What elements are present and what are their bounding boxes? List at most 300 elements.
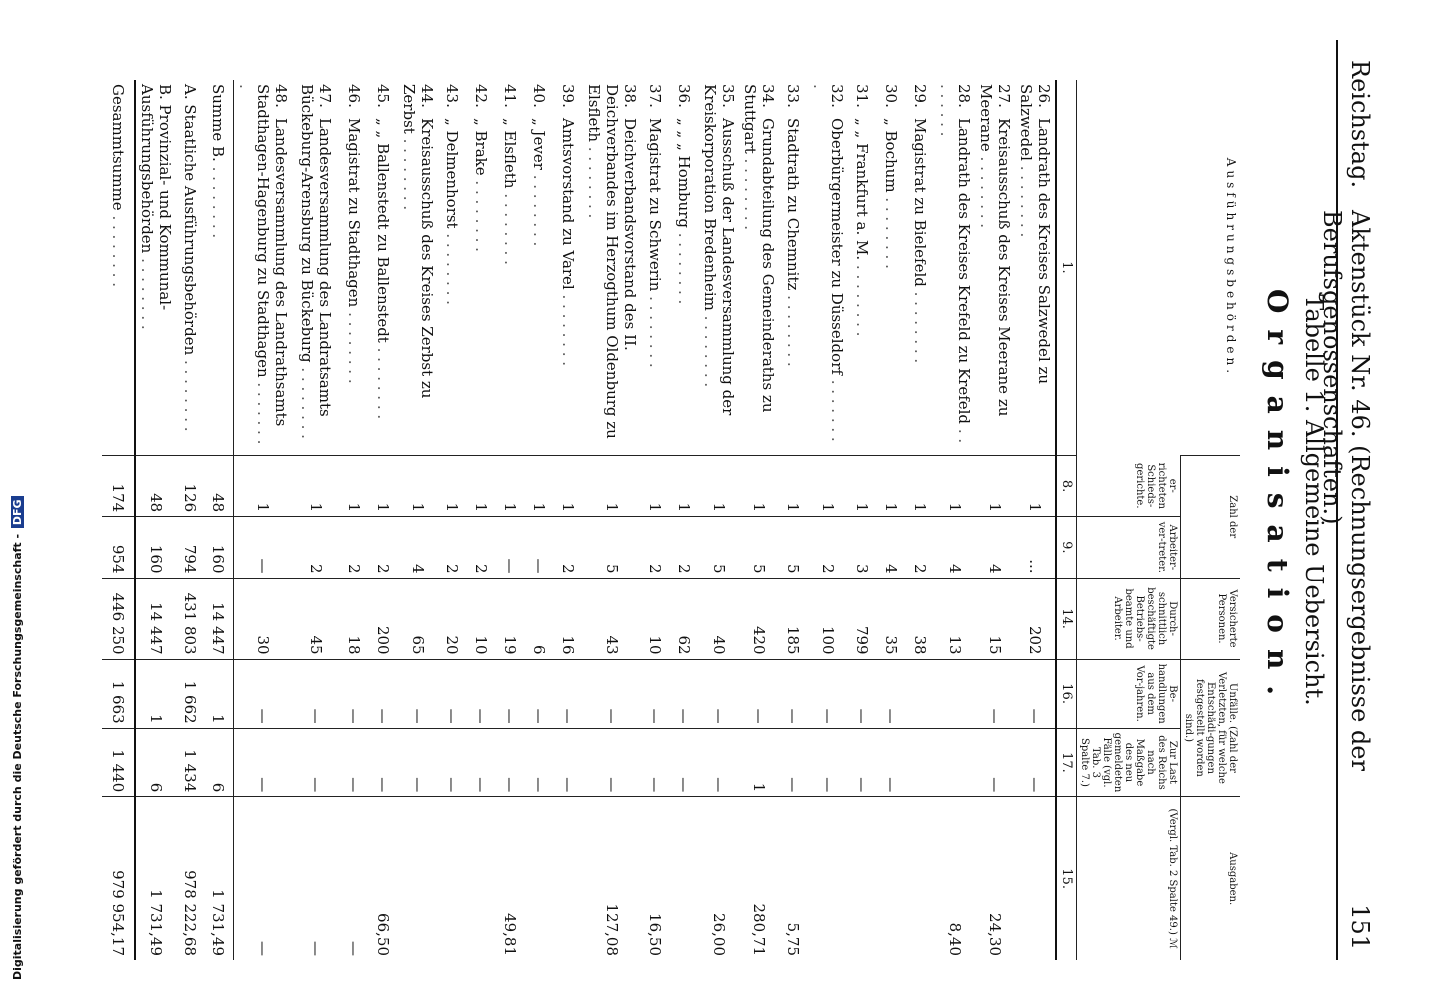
table-row <box>438 80 467 960</box>
authority-label: „ Delmenhorst <box>443 118 462 229</box>
cell-c15 <box>670 797 699 960</box>
row-number: 31. <box>853 84 872 108</box>
row-number: 39. <box>559 84 578 108</box>
authority-label: Deichverbandsvorstand des II. Deichverbandes im Herzogthum Oldenburg zu Elsfleth <box>585 84 639 439</box>
cell-c9: 2 <box>438 517 467 578</box>
table-row <box>779 80 808 960</box>
cell-c9: 5 <box>779 517 808 578</box>
authority-name <box>234 80 293 455</box>
authority-label: Amtsvorstand zu Varel <box>559 118 578 290</box>
table-body <box>102 80 1056 960</box>
authority-label: Magistrat zu Bielefeld <box>911 118 930 287</box>
authority-label: Magistrat zu Schwerin <box>646 118 665 292</box>
cell-c8: 1 <box>670 455 699 516</box>
column-number: 16. <box>1056 659 1077 728</box>
authority-label: Magistrat zu Stadthagen <box>345 118 364 308</box>
authority-name <box>583 80 641 455</box>
cell-c15: 978 222,68 <box>176 797 204 960</box>
authority-label: „ „ „ Homburg <box>675 118 694 228</box>
row-number: 27. <box>995 84 1013 108</box>
row-number: 38. <box>621 84 639 108</box>
cell-c16: — <box>1015 659 1056 728</box>
cell-c17: 6 <box>204 728 234 797</box>
cell-c17: — <box>975 728 1015 797</box>
authority-name <box>398 80 438 455</box>
cell-c14: 446 250 <box>102 578 135 659</box>
cell-c15: — <box>234 797 293 960</box>
page-header <box>1318 60 1382 950</box>
cell-c14: 35 <box>877 578 906 659</box>
cell-c16 <box>935 659 975 728</box>
authority-name <box>525 80 554 455</box>
cell-c14: 13 <box>935 578 975 659</box>
row-number: 29. <box>911 84 930 108</box>
column-header-authorities: Ausführungsbehörden. <box>1077 80 1241 455</box>
cell-c8: 1 <box>340 455 369 516</box>
table-title: Tabelle 1. Allgemeine Uebersicht. <box>1300 294 1328 706</box>
cell-c16: — <box>641 659 670 728</box>
row-number: 32. <box>828 84 846 108</box>
cell-c8: 48 <box>204 455 234 516</box>
cell-c9: 2 <box>369 517 398 578</box>
cell-c17: — <box>438 728 467 797</box>
cell-c9: 2 <box>808 517 848 578</box>
cell-c9: 4 <box>935 517 975 578</box>
cell-c14: 45 <box>292 578 340 659</box>
cell-c17: — <box>467 728 496 797</box>
column-header-arbitration-courts: er-richteten Schieds-gerichte. <box>1077 455 1181 516</box>
authority-label: Landesversammlung des Landrathsamts Stadthagen-Hagenburg zu Stadthagen <box>254 84 290 427</box>
cell-c17: — <box>877 728 906 797</box>
authority-name <box>975 80 1015 455</box>
authority-name <box>641 80 670 455</box>
column-number: 9. <box>1056 517 1077 578</box>
cell-c15: 979 954,17 <box>102 797 135 960</box>
cell-c17: — <box>699 728 739 797</box>
cell-c14: 62 <box>670 578 699 659</box>
authority-name <box>554 80 583 455</box>
column-header-expenses <box>1077 797 1181 960</box>
cell-c15 <box>398 797 438 960</box>
cell-c15 <box>1015 797 1056 960</box>
cell-c17: — <box>641 728 670 797</box>
cell-c16: — <box>877 659 906 728</box>
column-number: 17. <box>1056 728 1077 797</box>
column-group-count: Zahl der <box>1181 455 1241 578</box>
authority-label: „ Jever <box>530 118 549 170</box>
cell-c9: 160 <box>204 517 234 578</box>
cell-c17: — <box>292 728 340 797</box>
cell-c8: 126 <box>176 455 204 516</box>
cell-c15: 1 731,49 <box>135 797 176 960</box>
cell-c8: 1 <box>369 455 398 516</box>
cell-c15: 8,40 <box>935 797 975 960</box>
cell-c17: — <box>779 728 808 797</box>
row-number: 37. <box>646 84 665 108</box>
sum-b-label: Summe B. <box>209 84 228 162</box>
authority-name <box>204 80 234 455</box>
cell-c8: 1 <box>525 455 554 516</box>
cell-c14: 6 <box>525 578 554 659</box>
authority-label: „ „ Frankfurt a. M. <box>853 118 872 261</box>
column-header-expenses-ref: (Vergl. Tab. 2 Spalte 49.) <box>1167 808 1178 935</box>
column-group-accidents: Unfälle. (Zahl der Verletzten, für welche Entschädi-gungen festgestellt worden sind.) <box>1181 659 1241 797</box>
authority-name <box>906 80 935 455</box>
table-row <box>877 80 906 960</box>
cell-c14: 16 <box>554 578 583 659</box>
authority-name <box>1015 80 1056 455</box>
cell-c15: 49,81 <box>496 797 525 960</box>
cell-c14: 200 <box>369 578 398 659</box>
cell-c16: 1 663 <box>102 659 135 728</box>
cell-c14: 38 <box>906 578 935 659</box>
authority-name <box>877 80 906 455</box>
table-row <box>102 80 135 960</box>
cell-c9: 954 <box>102 517 135 578</box>
cell-c9: 2 <box>292 517 340 578</box>
cell-c15 <box>808 797 848 960</box>
cell-c16: — <box>848 659 877 728</box>
cell-c15 <box>877 797 906 960</box>
column-number: 8. <box>1056 455 1077 516</box>
cell-c14: 65 <box>398 578 438 659</box>
cell-c17: — <box>808 728 848 797</box>
cell-c15: — <box>292 797 340 960</box>
cell-c15: 26,00 <box>699 797 739 960</box>
authority-name <box>808 80 848 455</box>
table-row <box>906 80 935 960</box>
cell-c14: 202 <box>1015 578 1056 659</box>
row-number: 48. <box>272 84 290 108</box>
cell-c8: 1 <box>877 455 906 516</box>
cell-c17: — <box>369 728 398 797</box>
cell-c17: 1 440 <box>102 728 135 797</box>
cell-c14: 19 <box>496 578 525 659</box>
cell-c16: — <box>369 659 398 728</box>
table-row <box>135 80 176 960</box>
authority-label: Kreisausschuß des Kreises Meerane zu Meerane <box>977 84 1013 417</box>
cell-c15: 127,08 <box>583 797 641 960</box>
section-title: Organisation. <box>1261 288 1294 712</box>
cell-c16: — <box>292 659 340 728</box>
table-row <box>935 80 975 960</box>
cell-c15 <box>554 797 583 960</box>
table-row <box>467 80 496 960</box>
cell-c8: 1 <box>739 455 779 516</box>
cell-c17 <box>906 728 935 797</box>
table-row <box>496 80 525 960</box>
table-row <box>525 80 554 960</box>
cell-c14: 431 803 <box>176 578 204 659</box>
header-document-number: Aktenstück Nr. 46. <box>1346 210 1374 438</box>
row-number: 44. <box>418 84 436 108</box>
summary-label: B. Provinzial- und Kommunal-Ausführungsbehörden <box>138 84 174 311</box>
cell-c15: 280,71 <box>739 797 779 960</box>
column-header-expenses-unit: ℳ <box>1167 938 1178 949</box>
column-number: 14. <box>1056 578 1077 659</box>
cell-c8: 1 <box>438 455 467 516</box>
cell-c9: 5 <box>699 517 739 578</box>
row-number: 45. <box>374 84 393 108</box>
cell-c14: 799 <box>848 578 877 659</box>
cell-c16: — <box>467 659 496 728</box>
cell-c14: 10 <box>641 578 670 659</box>
cell-c9: 2 <box>467 517 496 578</box>
cell-c8: 1 <box>496 455 525 516</box>
cell-c17: — <box>234 728 293 797</box>
cell-c9: — <box>496 517 525 578</box>
digitization-footer <box>2 0 28 1000</box>
cell-c8: 48 <box>135 455 176 516</box>
cell-c15: 1 731,49 <box>204 797 234 960</box>
authority-name <box>102 80 135 455</box>
cell-c16: — <box>398 659 438 728</box>
cell-c8: 1 <box>467 455 496 516</box>
header-document-subject: (Rechnungsergebnisse der Berufsgenossenschaften.) <box>1318 210 1374 771</box>
cell-c14: 100 <box>808 578 848 659</box>
authority-label: Landrath des Kreises Krefeld zu Krefeld <box>955 118 973 425</box>
cell-c8: 1 <box>935 455 975 516</box>
row-number: 47. <box>316 84 334 108</box>
cell-c9: 2 <box>340 517 369 578</box>
column-group-expenses: Ausgaben. <box>1181 797 1241 960</box>
authority-name <box>438 80 467 455</box>
cell-c14: 420 <box>739 578 779 659</box>
cell-c8: 1 <box>906 455 935 516</box>
header-rule <box>1336 40 1338 960</box>
cell-c9: — <box>234 517 293 578</box>
table-row <box>204 80 234 960</box>
cell-c8: 1 <box>1015 455 1056 516</box>
table-row <box>176 80 204 960</box>
table-row <box>583 80 641 960</box>
cell-c17: — <box>1015 728 1056 797</box>
cell-c9: 4 <box>975 517 1015 578</box>
authority-name <box>292 80 340 455</box>
cell-c17: — <box>398 728 438 797</box>
cell-c14: 15 <box>975 578 1015 659</box>
column-header-worker-representatives: Arbeiter-ver-treter. <box>1077 517 1181 578</box>
footer-text <box>6 0 33 1000</box>
authority-name <box>135 80 176 455</box>
row-number: 35. <box>719 84 737 108</box>
authority-label: Oberbürgermeister zu Düsseldorf <box>828 118 846 375</box>
cell-c15: — <box>340 797 369 960</box>
cell-c9: 2 <box>906 517 935 578</box>
cell-c8: 1 <box>848 455 877 516</box>
authority-label: Kreisausschuß des Kreises Zerbst zu Zerbst <box>400 84 436 399</box>
cell-c8: 1 <box>975 455 1015 516</box>
cell-c16: — <box>525 659 554 728</box>
cell-c16: — <box>234 659 293 728</box>
cell-c15: 16,50 <box>641 797 670 960</box>
cell-c8: 1 <box>641 455 670 516</box>
cell-c9: 4 <box>398 517 438 578</box>
row-number: 34. <box>759 84 777 108</box>
cell-c8: 174 <box>102 455 135 516</box>
scanned-page <box>50 20 1390 980</box>
column-group-insured: Versicherte Personen. <box>1181 578 1241 659</box>
authority-label: „ Bochum <box>882 118 901 193</box>
cell-c16: — <box>670 659 699 728</box>
cell-c17: — <box>496 728 525 797</box>
cell-c9: — <box>525 517 554 578</box>
cell-c9: 2 <box>554 517 583 578</box>
overview-table <box>102 80 1240 960</box>
table-row <box>808 80 848 960</box>
cell-c15: 24,30 <box>975 797 1015 960</box>
dfg-logo: DFG <box>11 496 24 528</box>
table-row <box>234 80 293 960</box>
cell-c15 <box>848 797 877 960</box>
table-row <box>699 80 739 960</box>
authority-label: Grundabteilung des Gemeinderaths zu Stuttgart <box>741 84 777 413</box>
table-row <box>554 80 583 960</box>
column-header-reich-burden: Zur Last des Reichs nach Maßgabe des neu gemeldeten Fälle (vgl. Tab. 3 Spalte 7.) <box>1077 728 1181 797</box>
row-number: 46. <box>345 84 364 108</box>
cell-c9: 2 <box>641 517 670 578</box>
table-row <box>975 80 1015 960</box>
cell-c8: 1 <box>583 455 641 516</box>
total-label: Gesammtsumme <box>109 84 127 211</box>
cell-c8: 1 <box>234 455 293 516</box>
authority-name <box>369 80 398 455</box>
authority-label: „ Brake <box>472 118 491 176</box>
page-number: 151 <box>1346 904 1374 950</box>
cell-c17: — <box>583 728 641 797</box>
cell-c15 <box>525 797 554 960</box>
row-number: 28. <box>955 84 973 108</box>
table-row <box>739 80 779 960</box>
cell-c17: — <box>554 728 583 797</box>
cell-c15: 5,75 <box>779 797 808 960</box>
cell-c17: 6 <box>135 728 176 797</box>
authority-name <box>467 80 496 455</box>
authority-name <box>176 80 204 455</box>
row-number: 42. <box>472 84 491 108</box>
cell-c16: — <box>975 659 1015 728</box>
cell-c9: 4 <box>877 517 906 578</box>
cell-c9: 3 <box>848 517 877 578</box>
row-number: 30. <box>882 84 901 108</box>
table-row <box>340 80 369 960</box>
cell-c8: 1 <box>292 455 340 516</box>
column-number: 1. <box>1056 80 1077 455</box>
cell-c9: ... <box>1015 517 1056 578</box>
cell-c16: — <box>583 659 641 728</box>
cell-c16: — <box>808 659 848 728</box>
summary-label: A. Staatliche Ausführungsbehörden <box>181 84 199 356</box>
cell-c14: 43 <box>583 578 641 659</box>
cell-c14: 14 447 <box>204 578 234 659</box>
cell-c14: 30 <box>234 578 293 659</box>
cell-c9: 5 <box>583 517 641 578</box>
column-number: 15. <box>1056 797 1077 960</box>
column-header-employees: Durch-schnittlich beschäftigte Betriebs-beamte und Arbeiter. <box>1077 578 1181 659</box>
authority-label: „ „ Ballenstedt zu Ballenstedt <box>374 118 393 343</box>
cell-c14: 185 <box>779 578 808 659</box>
cell-c15 <box>906 797 935 960</box>
authority-label: „ Elsfleth <box>501 118 520 189</box>
row-number: 33. <box>784 84 803 108</box>
table-row <box>1015 80 1056 960</box>
table-row <box>369 80 398 960</box>
table-row <box>670 80 699 960</box>
authority-name <box>935 80 975 455</box>
cell-c9: 160 <box>135 517 176 578</box>
cell-c8: 1 <box>808 455 848 516</box>
cell-c17: — <box>340 728 369 797</box>
cell-c16: — <box>739 659 779 728</box>
cell-c17: 1 <box>739 728 779 797</box>
cell-c9: 5 <box>739 517 779 578</box>
column-header-previous-years: Be-handlungen aus dem Vor-jahren. <box>1077 659 1181 728</box>
cell-c17: 1 434 <box>176 728 204 797</box>
cell-c16: 1 662 <box>176 659 204 728</box>
authority-name <box>779 80 808 455</box>
cell-c8: 1 <box>699 455 739 516</box>
row-number: 26. <box>1035 84 1053 108</box>
header-left: Reichstag. <box>1346 60 1374 189</box>
cell-c14: 20 <box>438 578 467 659</box>
cell-c16: — <box>438 659 467 728</box>
table-row <box>292 80 340 960</box>
cell-c14: 10 <box>467 578 496 659</box>
table-row <box>398 80 438 960</box>
cell-c14: 40 <box>699 578 739 659</box>
cell-c15 <box>438 797 467 960</box>
table-row <box>848 80 877 960</box>
authority-name <box>739 80 779 455</box>
cell-c16: — <box>779 659 808 728</box>
row-number: 36. <box>675 84 694 108</box>
authority-label: Landesversammlung des Landratsamts Bückeburg-Arensburg zu Bückeburg <box>298 84 334 417</box>
cell-c14: 14 447 <box>135 578 176 659</box>
cell-c15: 66,50 <box>369 797 398 960</box>
row-number: 41. <box>501 84 520 108</box>
cell-c16: — <box>699 659 739 728</box>
cell-c17: — <box>848 728 877 797</box>
cell-c16: 1 <box>204 659 234 728</box>
cell-c16 <box>906 659 935 728</box>
cell-c16: 1 <box>135 659 176 728</box>
cell-c16: — <box>496 659 525 728</box>
table-row <box>641 80 670 960</box>
cell-c8: 1 <box>779 455 808 516</box>
cell-c17: — <box>525 728 554 797</box>
cell-c14: 18 <box>340 578 369 659</box>
authority-label: Ausschuß der Landesversammlung der Kreiskorporation Bredenheim <box>701 84 737 416</box>
cell-c17: — <box>670 728 699 797</box>
authority-name <box>848 80 877 455</box>
authority-name <box>699 80 739 455</box>
row-number: 40. <box>530 84 549 108</box>
cell-c9: 794 <box>176 517 204 578</box>
cell-c8: 1 <box>554 455 583 516</box>
cell-c16: — <box>554 659 583 728</box>
authority-name <box>340 80 369 455</box>
footer-credit: Digitalisierung gefördert durch die Deutsche Forschungsgemeinschaft - <box>11 533 24 980</box>
cell-c8: 1 <box>398 455 438 516</box>
cell-c15 <box>467 797 496 960</box>
authority-name <box>496 80 525 455</box>
cell-c16: — <box>340 659 369 728</box>
cell-c17 <box>935 728 975 797</box>
authority-label: Landrath des Kreises Salzwedel zu Salzwedel <box>1017 84 1053 385</box>
authority-name <box>670 80 699 455</box>
authority-label: Stadtrath zu Chemnitz <box>784 118 803 291</box>
cell-c9: 2 <box>670 517 699 578</box>
